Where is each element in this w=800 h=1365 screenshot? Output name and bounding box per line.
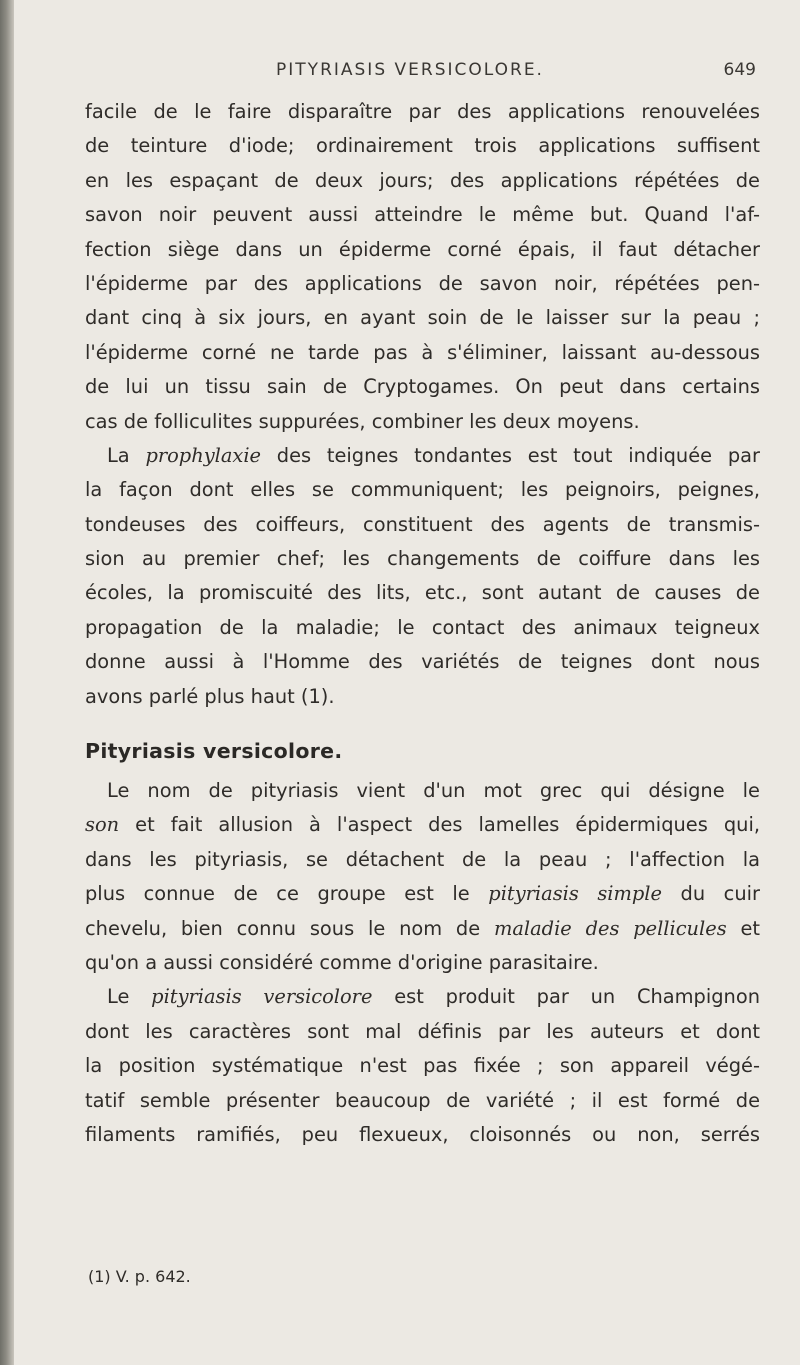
text-line: tatif semble présenter beaucoup de variété ; il est formé de — [85, 1088, 760, 1112]
text-fragment: est produit par un Champignon — [372, 985, 760, 1009]
text-line: l'épiderme corné ne tarde pas à s'éliminer, laissant au-dessous — [85, 340, 760, 364]
text-line — [85, 912, 760, 946]
paragraph-description — [85, 980, 760, 1152]
text-fragment: et — [726, 916, 760, 940]
section-gap — [85, 714, 760, 726]
text-line: donne aussi à l'Homme des variétés de teignes dont nous — [85, 650, 760, 674]
text-line — [85, 980, 760, 1014]
page-header — [60, 60, 760, 90]
text-line: sion au premier chef; les changements de coiffure dans les — [85, 547, 760, 571]
text-line: Le nom de pityriasis vient d'un mot grec qui désigne le — [107, 779, 760, 803]
text-fragment: plus connue de ce groupe est le — [85, 882, 489, 906]
paragraph-etymology — [85, 774, 760, 980]
text-line: tondeuses des coiffeurs, constituent des agents de transmis- — [85, 512, 760, 536]
text-line: propagation de la maladie; le contact des animaux teigneux — [85, 615, 760, 639]
running-title: PITYRIASIS VERSICOLORE. — [276, 60, 544, 80]
text-line: fection siège dans un épiderme corné épais, il faut détacher — [85, 237, 760, 261]
book-binding-edge — [0, 0, 14, 1365]
page-number: 649 — [723, 60, 756, 80]
text-line — [85, 808, 760, 842]
text-line: qu'on a aussi considéré comme d'origine parasitaire. — [85, 950, 599, 974]
section-heading: Pityriasis versicolore. — [85, 739, 343, 764]
text-line: dont les caractères sont mal définis par les auteurs et dont — [85, 1019, 760, 1043]
text-line: la façon dont elles se communiquent; les peignoirs, peignes, — [85, 478, 760, 502]
italic-term: pityriasis simple — [488, 882, 662, 906]
text-line: la position systématique n'est pas fixée ; son appareil végé- — [85, 1054, 760, 1078]
text-line: filaments ramifiés, peu flexueux, cloisonnés ou non, serrés — [85, 1122, 760, 1146]
text-line: écoles, la promiscuité des lits, etc., sont autant de causes de — [85, 581, 760, 605]
text-line: dans les pityriasis, se détachent de la peau ; l'affection la — [85, 847, 760, 871]
italic-term: maladie des pellicules — [493, 916, 727, 940]
text-fragment: et fait allusion à l'aspect des lamelles épidermiques qui, — [119, 813, 760, 837]
text-line: de teinture d'iode; ordinairement trois applications suffisent — [85, 134, 760, 158]
text-fragment: des teignes tondantes est tout indiquée par — [261, 443, 760, 467]
text-line — [85, 877, 760, 911]
text-line: l'épiderme par des applications de savon noir, répétées pen- — [85, 271, 760, 295]
text-fragment: du cuir — [661, 882, 760, 906]
paragraph-treatment — [85, 95, 760, 439]
text-fragment: chevelu, bien connu sous le nom de — [85, 916, 494, 940]
paragraph-prophylaxis — [85, 439, 760, 714]
text-line: en les espaçant de deux jours; des applications répétées de — [85, 168, 760, 192]
text-line: facile de le faire disparaître par des applications renouvelées — [85, 100, 760, 123]
text-line: savon noir peuvent aussi atteindre le même but. Quand l'af- — [85, 203, 760, 227]
text-line: de lui un tissu sain de Cryptogames. On peut dans certains — [85, 375, 760, 399]
italic-term: son — [85, 813, 120, 837]
footnote: (1) V. p. 642. — [88, 1267, 191, 1286]
text-line — [85, 439, 760, 473]
italic-term: prophylaxie — [145, 443, 262, 467]
text-line: cas de folliculites suppurées, combiner les deux moyens. — [85, 409, 640, 433]
text-line: dant cinq à six jours, en ayant soin de le laisser sur la peau ; — [85, 306, 760, 330]
italic-term: pityriasis versicolore — [151, 985, 373, 1009]
text-fragment: La — [107, 443, 146, 467]
page-body — [85, 95, 760, 1152]
text-fragment: Le — [107, 985, 152, 1009]
text-line: avons parlé plus haut (1). — [85, 684, 335, 708]
